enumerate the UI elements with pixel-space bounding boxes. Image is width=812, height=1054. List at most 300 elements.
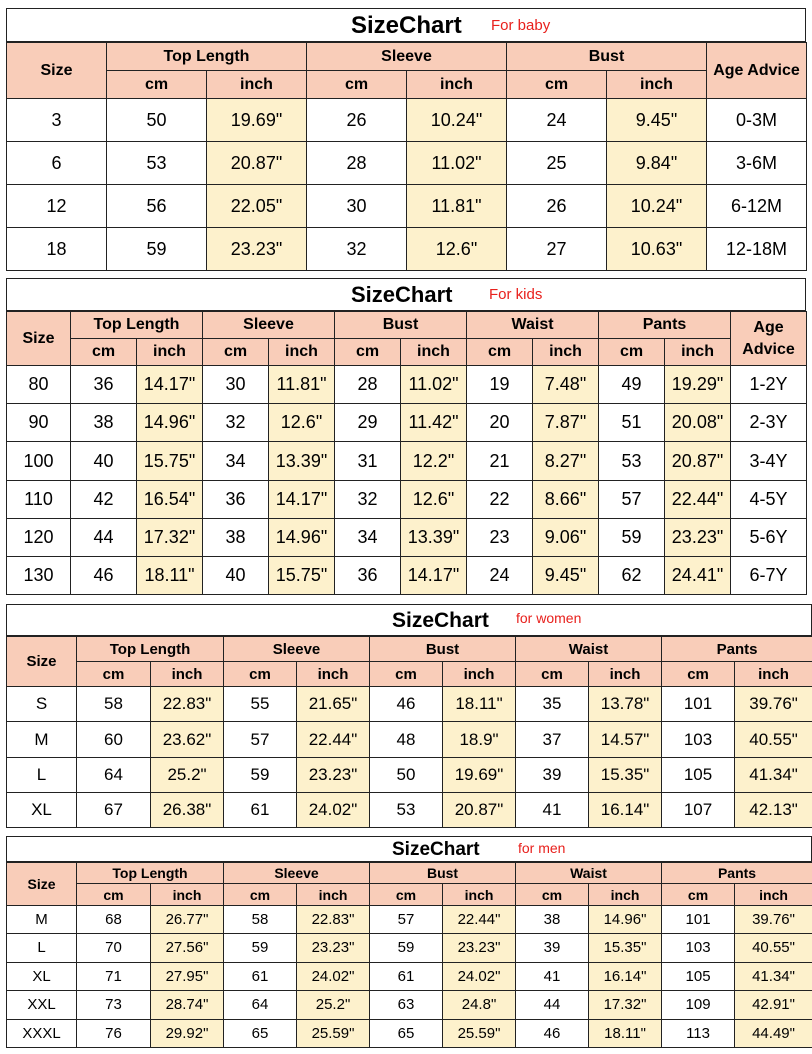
header-cm: cm — [335, 339, 401, 366]
header-waist: Waist — [516, 863, 662, 884]
cell-inch: 20.87" — [443, 792, 516, 827]
cell-inch: 19.69" — [207, 99, 307, 142]
cell-inch: 14.17" — [137, 366, 203, 404]
cell-cm: 59 — [370, 934, 443, 962]
header-age-line2: Advice — [742, 340, 795, 358]
cell-cm: 44 — [516, 991, 589, 1019]
cell-cm: 103 — [662, 934, 735, 962]
header-cm: cm — [224, 884, 297, 905]
cell-cm: 26 — [307, 99, 407, 142]
cell-inch: 14.96" — [589, 905, 662, 933]
header-inch: inch — [589, 884, 662, 905]
cell-cm: 64 — [77, 757, 151, 792]
cell-cm: 50 — [370, 757, 443, 792]
header-size: Size — [7, 863, 77, 906]
cell-inch: 14.96" — [269, 518, 335, 556]
cell-inch: 20.08" — [665, 404, 731, 442]
cell-inch: 16.14" — [589, 792, 662, 827]
cell-cm: 24 — [467, 556, 533, 594]
kids-title-box — [6, 278, 806, 311]
header-size: Size — [7, 312, 71, 366]
cell-inch: 21.65" — [297, 687, 370, 722]
cell-size: 3 — [7, 99, 107, 142]
cell-age: 6-12M — [707, 185, 807, 228]
cell-size: 130 — [7, 556, 71, 594]
cell-cm: 31 — [335, 442, 401, 480]
cell-inch: 13.39" — [269, 442, 335, 480]
table-row — [7, 905, 812, 933]
header-inch: inch — [407, 71, 507, 99]
cell-size: 18 — [7, 228, 107, 271]
cell-size: XXXL — [7, 1019, 77, 1048]
cell-cm: 59 — [599, 518, 665, 556]
header-inch: inch — [297, 884, 370, 905]
cell-age: 1-2Y — [731, 366, 807, 404]
cell-inch: 15.75" — [269, 556, 335, 594]
cell-cm: 73 — [77, 991, 151, 1019]
baby-chart-subtitle: For baby — [491, 17, 551, 34]
header-bust: Bust — [335, 312, 467, 339]
cell-cm: 39 — [516, 757, 589, 792]
cell-inch: 18.11" — [443, 687, 516, 722]
men-title-box — [6, 836, 812, 862]
header-bust: Bust — [370, 637, 516, 662]
cell-cm: 41 — [516, 962, 589, 990]
table-row — [7, 757, 812, 792]
header-inch: inch — [607, 71, 707, 99]
cell-inch: 8.27" — [533, 442, 599, 480]
cell-age: 0-3M — [707, 99, 807, 142]
header-cm: cm — [71, 339, 137, 366]
cell-size: M — [7, 722, 77, 757]
table-row — [7, 366, 807, 404]
cell-inch: 10.63" — [607, 228, 707, 271]
cell-cm: 25 — [507, 142, 607, 185]
cell-inch: 23.23" — [297, 757, 370, 792]
men-chart-title: SizeChart — [392, 839, 480, 860]
cell-inch: 22.44" — [443, 905, 516, 933]
cell-inch: 14.57" — [589, 722, 662, 757]
cell-inch: 11.81" — [407, 185, 507, 228]
cell-cm: 59 — [224, 934, 297, 962]
header-inch: inch — [735, 884, 812, 905]
kids-size-table — [6, 311, 807, 595]
cell-cm: 30 — [203, 366, 269, 404]
cell-cm: 62 — [599, 556, 665, 594]
header-inch: inch — [589, 662, 662, 687]
cell-cm: 51 — [599, 404, 665, 442]
header-cm: cm — [307, 71, 407, 99]
cell-age: 3-4Y — [731, 442, 807, 480]
cell-inch: 40.55" — [735, 722, 812, 757]
cell-inch: 26.38" — [151, 792, 224, 827]
cell-inch: 11.42" — [401, 404, 467, 442]
header-sleeve: Sleeve — [307, 43, 507, 71]
cell-cm: 30 — [307, 185, 407, 228]
header-pants: Pants — [662, 863, 812, 884]
header-inch: inch — [665, 339, 731, 366]
header-cm: cm — [516, 884, 589, 905]
cell-cm: 32 — [307, 228, 407, 271]
header-cm: cm — [107, 71, 207, 99]
cell-inch: 44.49" — [735, 1019, 812, 1048]
cell-size: XL — [7, 962, 77, 990]
women-chart-subtitle: for women — [516, 610, 582, 626]
cell-cm: 57 — [224, 722, 297, 757]
cell-inch: 25.59" — [297, 1019, 370, 1048]
header-waist: Waist — [467, 312, 599, 339]
header-inch: inch — [443, 884, 516, 905]
cell-inch: 12.6" — [407, 228, 507, 271]
cell-inch: 9.84" — [607, 142, 707, 185]
cell-cm: 23 — [467, 518, 533, 556]
cell-inch: 15.35" — [589, 757, 662, 792]
header-cm: cm — [662, 884, 735, 905]
baby-chart-title: SizeChart — [351, 12, 462, 39]
cell-cm: 63 — [370, 991, 443, 1019]
cell-cm: 39 — [516, 934, 589, 962]
cell-cm: 59 — [107, 228, 207, 271]
men-size-table — [6, 862, 812, 1048]
cell-cm: 58 — [224, 905, 297, 933]
cell-inch: 13.78" — [589, 687, 662, 722]
header-size: Size — [7, 637, 77, 687]
cell-cm: 76 — [77, 1019, 151, 1048]
header-top-length: Top Length — [71, 312, 203, 339]
cell-cm: 61 — [370, 962, 443, 990]
header-top-length: Top Length — [77, 863, 224, 884]
cell-age: 2-3Y — [731, 404, 807, 442]
cell-inch: 7.87" — [533, 404, 599, 442]
cell-inch: 23.23" — [665, 518, 731, 556]
baby-title-box — [6, 8, 806, 42]
cell-size: 80 — [7, 366, 71, 404]
cell-inch: 20.87" — [665, 442, 731, 480]
cell-inch: 15.75" — [137, 442, 203, 480]
cell-cm: 40 — [203, 556, 269, 594]
cell-cm: 61 — [224, 962, 297, 990]
cell-size: 100 — [7, 442, 71, 480]
cell-cm: 50 — [107, 99, 207, 142]
header-size: Size — [7, 43, 107, 99]
cell-inch: 11.02" — [407, 142, 507, 185]
cell-inch: 25.2" — [297, 991, 370, 1019]
cell-cm: 65 — [224, 1019, 297, 1048]
table-row — [7, 518, 807, 556]
cell-cm: 113 — [662, 1019, 735, 1048]
header-cm: cm — [370, 662, 443, 687]
cell-inch: 23.23" — [297, 934, 370, 962]
cell-age: 5-6Y — [731, 518, 807, 556]
header-inch: inch — [735, 662, 812, 687]
header-inch: inch — [207, 71, 307, 99]
header-inch: inch — [401, 339, 467, 366]
table-row — [7, 556, 807, 594]
cell-cm: 32 — [335, 480, 401, 518]
header-cm: cm — [203, 339, 269, 366]
cell-inch: 10.24" — [607, 185, 707, 228]
cell-cm: 44 — [71, 518, 137, 556]
header-pants: Pants — [599, 312, 731, 339]
cell-inch: 25.59" — [443, 1019, 516, 1048]
cell-cm: 67 — [77, 792, 151, 827]
cell-inch: 22.83" — [151, 687, 224, 722]
cell-cm: 21 — [467, 442, 533, 480]
table-row — [7, 442, 807, 480]
cell-inch: 9.45" — [533, 556, 599, 594]
cell-cm: 68 — [77, 905, 151, 933]
table-row — [7, 480, 807, 518]
cell-cm: 46 — [370, 687, 443, 722]
cell-cm: 58 — [77, 687, 151, 722]
cell-cm: 61 — [224, 792, 297, 827]
cell-cm: 20 — [467, 404, 533, 442]
table-row — [7, 991, 812, 1019]
cell-cm: 105 — [662, 757, 735, 792]
cell-inch: 39.76" — [735, 687, 812, 722]
cell-inch: 39.76" — [735, 905, 812, 933]
cell-cm: 41 — [516, 792, 589, 827]
cell-cm: 29 — [335, 404, 401, 442]
table-row — [7, 185, 807, 228]
header-inch: inch — [443, 662, 516, 687]
table-row — [7, 934, 812, 962]
header-age-advice — [731, 312, 807, 366]
cell-age: 12-18M — [707, 228, 807, 271]
header-age-line1: Age — [753, 318, 784, 336]
cell-inch: 14.17" — [401, 556, 467, 594]
cell-cm: 24 — [507, 99, 607, 142]
cell-size: 120 — [7, 518, 71, 556]
header-inch: inch — [151, 662, 224, 687]
header-sleeve: Sleeve — [203, 312, 335, 339]
cell-size: XXL — [7, 991, 77, 1019]
header-cm: cm — [599, 339, 665, 366]
table-row — [7, 228, 807, 271]
cell-cm: 107 — [662, 792, 735, 827]
header-bust: Bust — [370, 863, 516, 884]
cell-cm: 64 — [224, 991, 297, 1019]
cell-cm: 109 — [662, 991, 735, 1019]
cell-inch: 28.74" — [151, 991, 224, 1019]
women-title-box — [6, 604, 812, 636]
cell-cm: 105 — [662, 962, 735, 990]
header-sleeve: Sleeve — [224, 637, 370, 662]
cell-inch: 7.48" — [533, 366, 599, 404]
cell-inch: 19.29" — [665, 366, 731, 404]
cell-inch: 24.8" — [443, 991, 516, 1019]
cell-inch: 23.23" — [207, 228, 307, 271]
header-cm: cm — [467, 339, 533, 366]
cell-cm: 56 — [107, 185, 207, 228]
cell-cm: 46 — [71, 556, 137, 594]
cell-cm: 53 — [107, 142, 207, 185]
cell-inch: 24.02" — [297, 792, 370, 827]
cell-size: M — [7, 905, 77, 933]
table-row — [7, 404, 807, 442]
header-pants: Pants — [662, 637, 812, 662]
cell-inch: 11.02" — [401, 366, 467, 404]
cell-inch: 13.39" — [401, 518, 467, 556]
cell-cm: 38 — [71, 404, 137, 442]
cell-cm: 38 — [203, 518, 269, 556]
cell-cm: 48 — [370, 722, 443, 757]
cell-cm: 26 — [507, 185, 607, 228]
cell-inch: 19.69" — [443, 757, 516, 792]
cell-cm: 38 — [516, 905, 589, 933]
cell-inch: 9.45" — [607, 99, 707, 142]
cell-inch: 20.87" — [207, 142, 307, 185]
cell-inch: 41.34" — [735, 757, 812, 792]
cell-inch: 27.56" — [151, 934, 224, 962]
cell-inch: 42.13" — [735, 792, 812, 827]
cell-cm: 40 — [71, 442, 137, 480]
cell-cm: 28 — [307, 142, 407, 185]
women-size-table — [6, 636, 812, 828]
cell-inch: 14.96" — [137, 404, 203, 442]
header-inch: inch — [297, 662, 370, 687]
cell-inch: 26.77" — [151, 905, 224, 933]
cell-inch: 18.9" — [443, 722, 516, 757]
cell-inch: 9.06" — [533, 518, 599, 556]
header-cm: cm — [662, 662, 735, 687]
header-cm: cm — [370, 884, 443, 905]
cell-inch: 8.66" — [533, 480, 599, 518]
cell-size: XL — [7, 792, 77, 827]
cell-cm: 70 — [77, 934, 151, 962]
cell-inch: 23.62" — [151, 722, 224, 757]
cell-inch: 29.92" — [151, 1019, 224, 1048]
cell-inch: 16.14" — [589, 962, 662, 990]
cell-size: 6 — [7, 142, 107, 185]
cell-inch: 22.44" — [297, 722, 370, 757]
header-inch: inch — [533, 339, 599, 366]
cell-inch: 18.11" — [589, 1019, 662, 1048]
header-cm: cm — [224, 662, 297, 687]
baby-size-table — [6, 42, 807, 271]
cell-cm: 22 — [467, 480, 533, 518]
header-cm: cm — [507, 71, 607, 99]
cell-cm: 53 — [599, 442, 665, 480]
cell-cm: 19 — [467, 366, 533, 404]
header-cm: cm — [77, 662, 151, 687]
cell-inch: 25.2" — [151, 757, 224, 792]
cell-inch: 17.32" — [589, 991, 662, 1019]
cell-inch: 24.02" — [443, 962, 516, 990]
women-chart-title: SizeChart — [392, 609, 489, 632]
cell-cm: 59 — [224, 757, 297, 792]
cell-cm: 42 — [71, 480, 137, 518]
cell-size: L — [7, 757, 77, 792]
header-bust: Bust — [507, 43, 707, 71]
cell-cm: 35 — [516, 687, 589, 722]
header-cm: cm — [516, 662, 589, 687]
header-top-length: Top Length — [107, 43, 307, 71]
cell-cm: 37 — [516, 722, 589, 757]
cell-cm: 49 — [599, 366, 665, 404]
cell-cm: 36 — [71, 366, 137, 404]
cell-age: 4-5Y — [731, 480, 807, 518]
cell-inch: 17.32" — [137, 518, 203, 556]
cell-cm: 55 — [224, 687, 297, 722]
header-inch: inch — [151, 884, 224, 905]
header-inch: inch — [269, 339, 335, 366]
cell-inch: 10.24" — [407, 99, 507, 142]
cell-size: 90 — [7, 404, 71, 442]
cell-inch: 12.6" — [401, 480, 467, 518]
cell-inch: 22.44" — [665, 480, 731, 518]
cell-inch: 24.41" — [665, 556, 731, 594]
cell-cm: 65 — [370, 1019, 443, 1048]
cell-inch: 11.81" — [269, 366, 335, 404]
cell-cm: 101 — [662, 905, 735, 933]
cell-inch: 40.55" — [735, 934, 812, 962]
cell-inch: 27.95" — [151, 962, 224, 990]
cell-age: 3-6M — [707, 142, 807, 185]
cell-age: 6-7Y — [731, 556, 807, 594]
table-row — [7, 1019, 812, 1048]
cell-inch: 22.83" — [297, 905, 370, 933]
cell-cm: 34 — [203, 442, 269, 480]
cell-inch: 14.17" — [269, 480, 335, 518]
cell-inch: 16.54" — [137, 480, 203, 518]
cell-cm: 57 — [599, 480, 665, 518]
cell-inch: 15.35" — [589, 934, 662, 962]
cell-inch: 22.05" — [207, 185, 307, 228]
kids-chart-title: SizeChart — [351, 282, 453, 307]
cell-cm: 36 — [335, 556, 401, 594]
table-row — [7, 142, 807, 185]
men-chart-subtitle: for men — [518, 840, 566, 856]
header-age-advice: Age Advice — [707, 43, 807, 99]
cell-inch: 18.11" — [137, 556, 203, 594]
cell-cm: 53 — [370, 792, 443, 827]
table-row — [7, 722, 812, 757]
cell-cm: 101 — [662, 687, 735, 722]
cell-cm: 103 — [662, 722, 735, 757]
cell-cm: 32 — [203, 404, 269, 442]
cell-cm: 28 — [335, 366, 401, 404]
cell-inch: 12.2" — [401, 442, 467, 480]
table-row — [7, 962, 812, 990]
header-top-length: Top Length — [77, 637, 224, 662]
cell-inch: 12.6" — [269, 404, 335, 442]
cell-cm: 57 — [370, 905, 443, 933]
cell-size: S — [7, 687, 77, 722]
table-row — [7, 792, 812, 827]
header-waist: Waist — [516, 637, 662, 662]
cell-cm: 27 — [507, 228, 607, 271]
cell-cm: 60 — [77, 722, 151, 757]
cell-cm: 46 — [516, 1019, 589, 1048]
cell-inch: 41.34" — [735, 962, 812, 990]
cell-size: 110 — [7, 480, 71, 518]
cell-cm: 71 — [77, 962, 151, 990]
cell-cm: 36 — [203, 480, 269, 518]
kids-chart-subtitle: For kids — [489, 286, 543, 303]
table-row — [7, 99, 807, 142]
header-inch: inch — [137, 339, 203, 366]
cell-size: 12 — [7, 185, 107, 228]
cell-inch: 24.02" — [297, 962, 370, 990]
cell-cm: 34 — [335, 518, 401, 556]
cell-size: L — [7, 934, 77, 962]
cell-inch: 42.91" — [735, 991, 812, 1019]
header-cm: cm — [77, 884, 151, 905]
header-sleeve: Sleeve — [224, 863, 370, 884]
table-row — [7, 687, 812, 722]
cell-inch: 23.23" — [443, 934, 516, 962]
